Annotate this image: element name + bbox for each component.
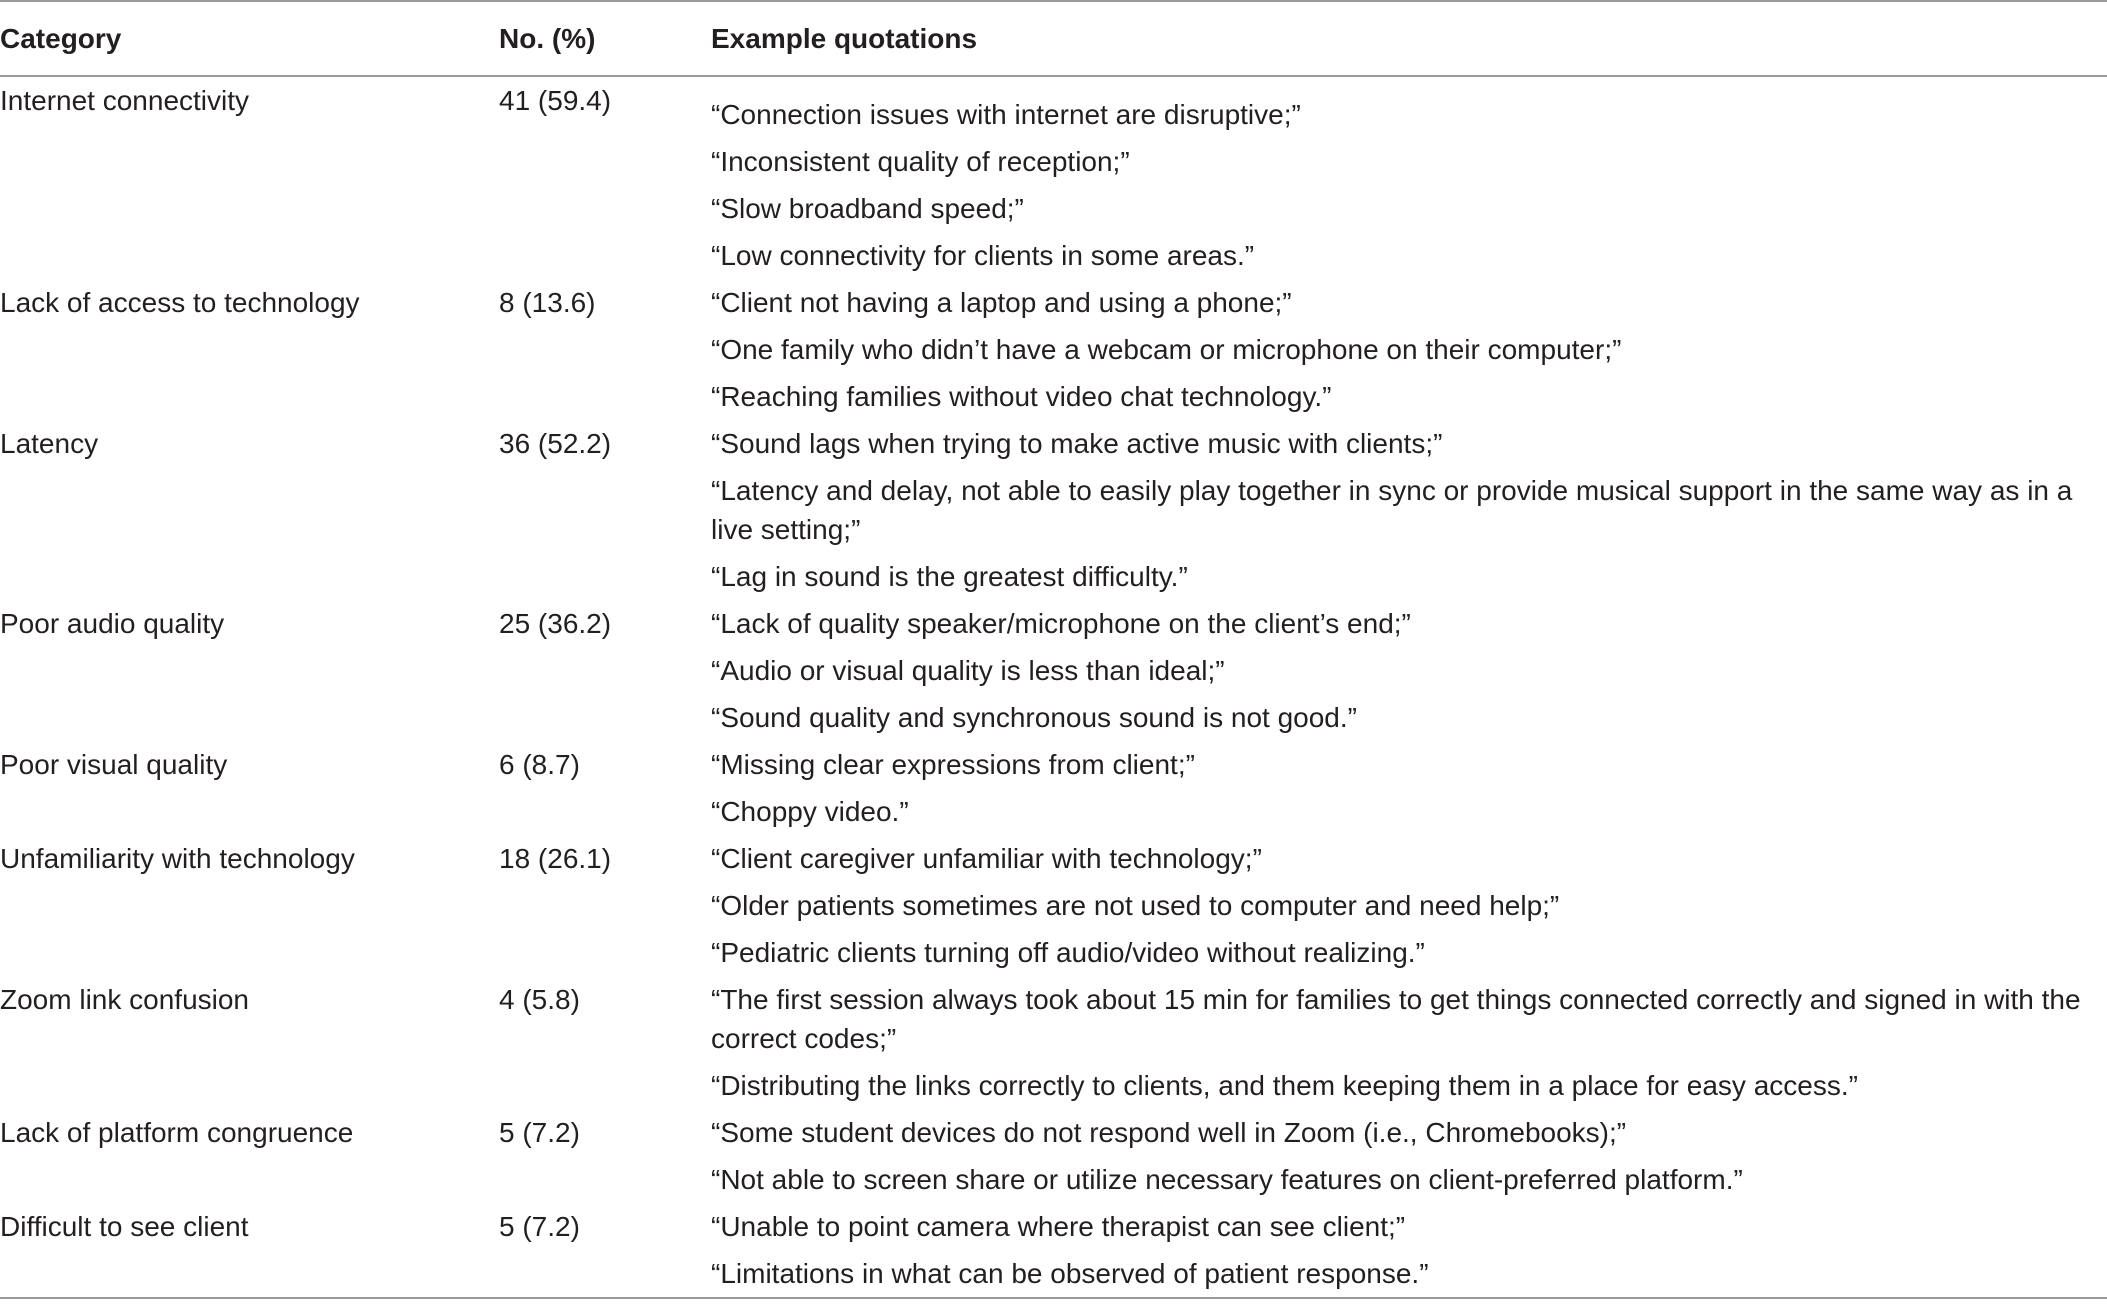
table-row (0, 1109, 2107, 1203)
quote-text: “Low connectivity for clients in some areas.” (711, 240, 1255, 271)
quote-text: “Missing clear expressions from client;” (711, 749, 1195, 780)
table-body (0, 76, 2107, 1298)
count-cell: 41 (59.4) (499, 85, 612, 116)
count-cell: 25 (36.2) (499, 608, 612, 639)
quotes-cell (711, 741, 2107, 835)
count-cell: 6 (8.7) (499, 749, 580, 780)
quote-text: “Reaching families without video chat technology.” (711, 381, 1332, 412)
quotes-cell (711, 600, 2107, 741)
table-row (0, 76, 2107, 279)
category-cell: Internet connectivity (0, 85, 250, 116)
header-quotes: Example quotations (711, 1, 2107, 76)
quotes-cell (711, 1203, 2107, 1298)
quote-text: “Some student devices do not respond well in Zoom (i.e., Chromebooks);” (711, 1117, 1627, 1148)
quote-text: “Client not having a laptop and using a phone;” (711, 287, 1292, 318)
quote-text: “Latency and delay, not able to easily play together in sync or provide musical support in the same way as in a live setting;” (711, 475, 2073, 545)
category-cell: Difficult to see client (0, 1211, 249, 1242)
quote-text: “Older patients sometimes are not used to computer and need help;” (711, 890, 1560, 921)
table-header (0, 1, 2107, 76)
category-cell: Lack of platform congruence (0, 1117, 354, 1148)
quote-text: “The first session always took about 15 min for families to get things connected correctly and signed in with the correct codes;” (711, 984, 2081, 1054)
quote-text: “One family who didn’t have a webcam or microphone on their computer;” (711, 334, 1622, 365)
category-cell: Zoom link confusion (0, 984, 250, 1015)
quote-text: “Connection issues with internet are disruptive;” (711, 99, 1301, 130)
category-cell: Poor visual quality (0, 749, 228, 780)
quotes-cell (711, 976, 2107, 1109)
quote-text: “Client caregiver unfamiliar with technology;” (711, 843, 1262, 874)
category-cell: Unfamiliarity with technology (0, 843, 355, 874)
quote-text: “Distributing the links correctly to clients, and them keeping them in a place for easy access.” (711, 1070, 1858, 1101)
header-row (0, 1, 2107, 76)
table-footer (0, 1298, 2107, 1307)
table-row (0, 600, 2107, 741)
quote-text: “Slow broadband speed;” (711, 193, 1024, 224)
count-cell: 5 (7.2) (499, 1211, 580, 1242)
quote-text: “Pediatric clients turning off audio/video without realizing.” (711, 937, 1425, 968)
category-cell: Lack of access to technology (0, 287, 360, 318)
count-cell: 18 (26.1) (499, 843, 612, 874)
quote-text: “Not able to screen share or utilize necessary features on client-preferred platform.” (711, 1164, 1743, 1195)
quotes-cell (711, 835, 2107, 976)
category-cell: Latency (0, 428, 99, 459)
quote-text: “Unable to point camera where therapist can see client;” (711, 1211, 1406, 1242)
header-count: No. (%) (499, 1, 711, 76)
table-row (0, 976, 2107, 1109)
quotes-cell (711, 76, 2107, 279)
table-row (0, 741, 2107, 835)
quote-text: “Lack of quality speaker/microphone on the client’s end;” (711, 608, 1411, 639)
category-cell: Poor audio quality (0, 608, 225, 639)
quote-text: “Sound quality and synchronous sound is not good.” (711, 702, 1357, 733)
quotes-cell (711, 279, 2107, 420)
quote-text: “Inconsistent quality of reception;” (711, 146, 1130, 177)
count-cell: 36 (52.2) (499, 428, 612, 459)
table-row (0, 835, 2107, 976)
quote-text: “Choppy video.” (711, 796, 909, 827)
table-row (0, 1203, 2107, 1298)
quote-text: “Lag in sound is the greatest difficulty.” (711, 561, 1188, 592)
footer-rule (0, 1298, 2107, 1307)
quote-text: “Sound lags when trying to make active music with clients;” (711, 428, 1443, 459)
table-row (0, 279, 2107, 420)
quotes-cell (711, 1109, 2107, 1203)
header-category: Category (0, 1, 499, 76)
bottom-border (0, 1298, 2107, 1307)
count-cell: 5 (7.2) (499, 1117, 580, 1148)
quote-text: “Limitations in what can be observed of patient response.” (711, 1258, 1429, 1289)
quotes-cell (711, 420, 2107, 600)
count-cell: 8 (13.6) (499, 287, 596, 318)
count-cell: 4 (5.8) (499, 984, 580, 1015)
table-row (0, 420, 2107, 600)
quote-text: “Audio or visual quality is less than ideal;” (711, 655, 1225, 686)
